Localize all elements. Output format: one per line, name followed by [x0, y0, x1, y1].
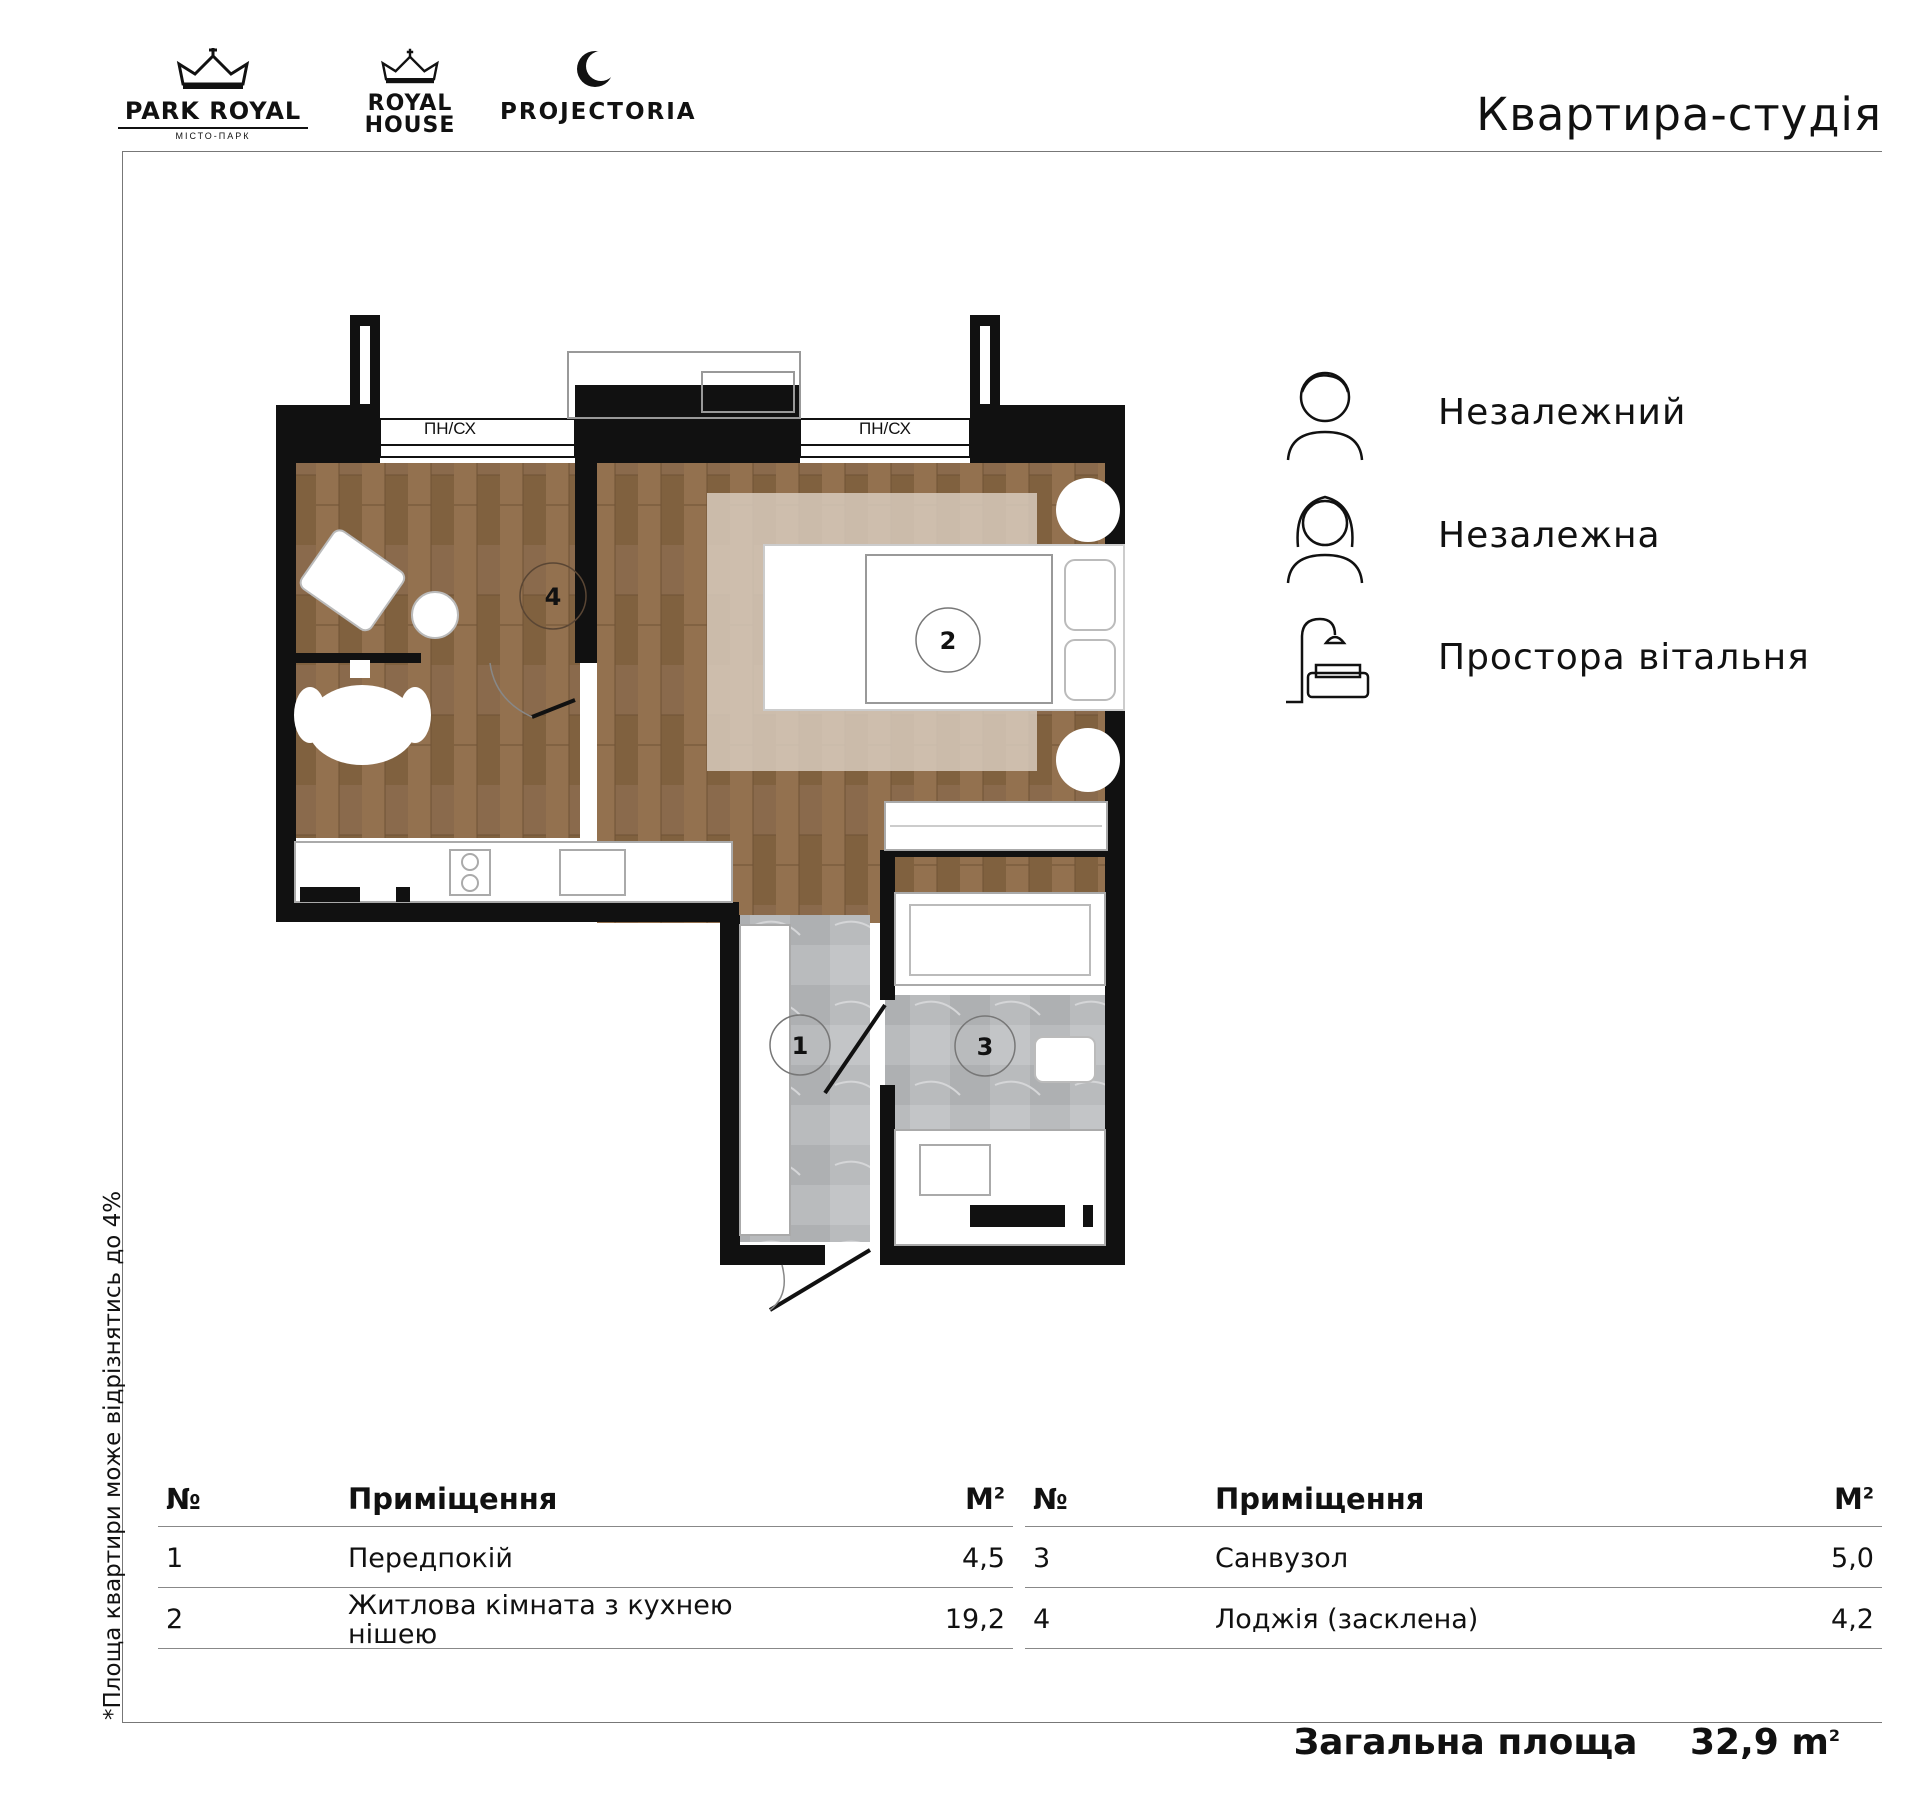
row-area: 19,2: [944, 1604, 1005, 1635]
room-number-1: 1: [791, 1032, 809, 1060]
rooms-table-right: [1025, 1470, 1882, 1649]
wardrobe: [885, 802, 1107, 850]
area-disclaimer: *Площа квартири може відрізнятись до 4%: [100, 1190, 126, 1720]
window-label: ПН/СХ: [424, 419, 476, 438]
table-header: [158, 1470, 1013, 1527]
row-room: Лоджія (засклена): [1215, 1604, 1479, 1635]
park-royal-logo: PARK ROYAL МІСТО-ПАРК: [118, 48, 308, 141]
header-room: Приміщення: [348, 1482, 558, 1516]
total-value: 32,9 $m^2$: [1689, 1722, 1840, 1763]
row-room: Санвузол: [1215, 1543, 1349, 1574]
table-header: [1025, 1470, 1882, 1527]
header-room: Приміщення: [1215, 1482, 1425, 1516]
crown-icon: [378, 48, 442, 88]
frame-top-line: [122, 151, 1882, 152]
table-row: [1025, 1588, 1882, 1649]
kitchen-counter: [295, 842, 732, 902]
man-icon: [1280, 362, 1370, 462]
crescent-icon: [573, 44, 617, 94]
row-area: 4,5: [962, 1543, 1005, 1574]
room-number-3: 3: [976, 1033, 994, 1061]
table-row: [158, 1527, 1013, 1588]
room-number-4: 4: [544, 583, 562, 611]
row-room: Житлова кімната з кухнею нішею: [348, 1590, 733, 1650]
total-area: [1294, 1722, 1840, 1763]
loggia-floor: [295, 463, 580, 838]
table-row: [1025, 1527, 1882, 1588]
feature-spacious-living: Простора вітальня: [1280, 607, 1880, 717]
header-number: №: [1033, 1482, 1068, 1516]
row-area: 5,0: [1831, 1543, 1874, 1574]
feature-independent-female: Незалежна: [1280, 485, 1880, 595]
woman-icon: [1280, 485, 1370, 585]
table-row: [158, 1588, 1013, 1649]
hall-wardrobe: [740, 925, 790, 1235]
page-title: Квартира-студія: [1476, 88, 1882, 141]
total-label: Загальна площа: [1293, 1722, 1638, 1763]
row-number: 3: [1033, 1543, 1051, 1574]
royal-house-logo: ROYAL HOUSE: [350, 48, 470, 137]
row-number: 1: [166, 1543, 184, 1574]
row-number: 2: [166, 1604, 184, 1635]
row-area: 4,2: [1831, 1604, 1874, 1635]
row-number: 4: [1033, 1604, 1051, 1635]
row-room: Передпокій: [348, 1543, 513, 1574]
header-number: №: [166, 1482, 201, 1516]
lamp-sofa-icon: [1280, 607, 1370, 707]
rooms-table-left: [158, 1470, 1013, 1649]
header-area: $М^2$: [1834, 1482, 1874, 1516]
crown-icon: [173, 48, 253, 92]
feature-independent-male: Незалежний: [1280, 362, 1880, 472]
header-area: $М^2$: [965, 1482, 1005, 1516]
room-number-2: 2: [939, 627, 957, 655]
projectoria-logo: PROJECTORIA: [500, 44, 690, 125]
window-label: ПН/СХ: [859, 419, 911, 438]
floor-plan: [270, 305, 1150, 1325]
